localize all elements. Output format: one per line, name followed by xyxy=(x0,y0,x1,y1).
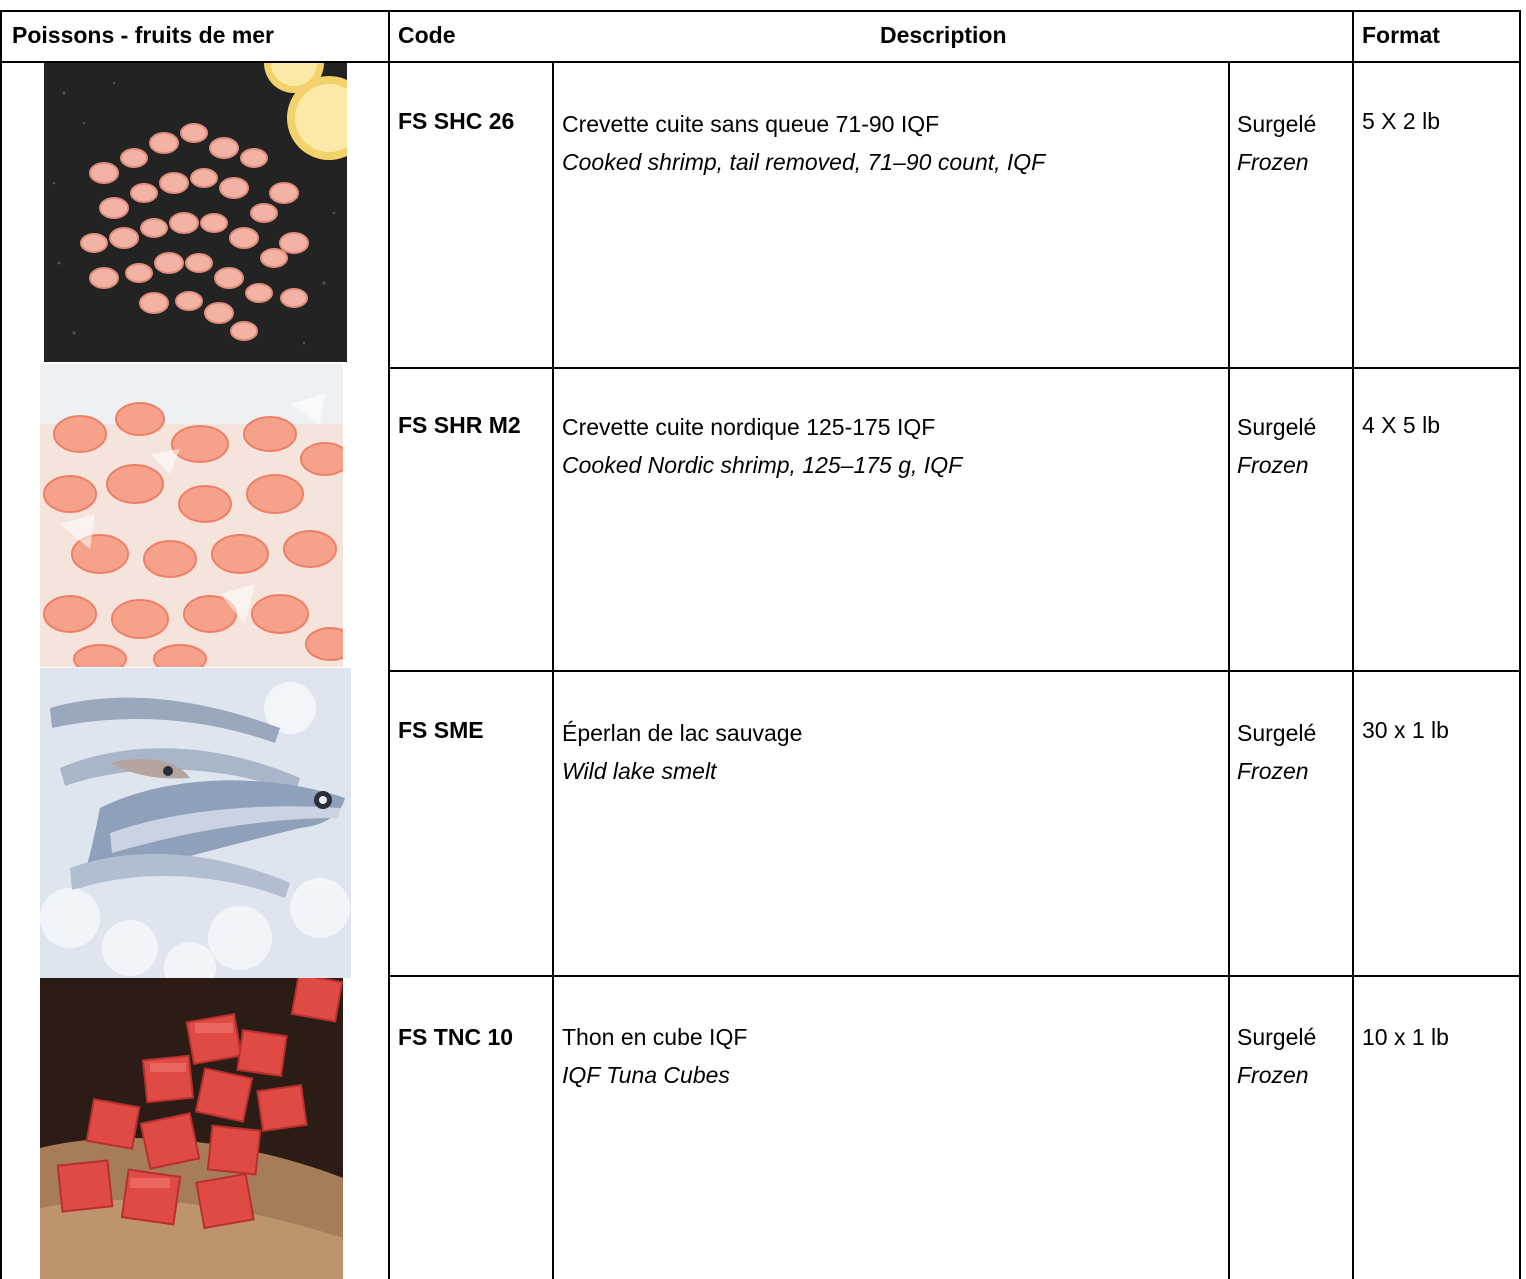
product-code: FS TNC 10 xyxy=(398,1024,514,1050)
description-fr: Thon en cube IQF xyxy=(562,1024,748,1050)
column-divider xyxy=(552,61,554,1279)
description-en: IQF Tuna Cubes xyxy=(562,1062,730,1088)
nordic-shrimp-on-ice-photo xyxy=(40,364,343,667)
description-en: Wild lake smelt xyxy=(562,758,717,784)
format-value: 4 X 5 lb xyxy=(1362,412,1440,438)
storage-en: Frozen xyxy=(1237,1062,1309,1088)
header-format: Format xyxy=(1362,22,1440,48)
storage-fr: Surgelé xyxy=(1237,111,1317,137)
column-divider xyxy=(1352,10,1354,1279)
product-code: FS SHR M2 xyxy=(398,412,521,438)
description-en: Cooked Nordic shrimp, 125–175 g, IQF xyxy=(562,452,963,478)
header-category: Poissons - fruits de mer xyxy=(12,22,275,48)
format-value: 30 x 1 lb xyxy=(1362,717,1449,743)
storage-fr: Surgelé xyxy=(1237,414,1317,440)
header-code: Code xyxy=(398,22,456,48)
storage-fr: Surgelé xyxy=(1237,720,1317,746)
header-description: Description xyxy=(880,22,1007,48)
storage-fr: Surgelé xyxy=(1237,1024,1317,1050)
product-code: FS SHC 26 xyxy=(398,108,515,134)
column-divider xyxy=(1228,61,1230,1279)
storage-en: Frozen xyxy=(1237,758,1309,784)
description-fr: Crevette cuite sans queue 71-90 IQF xyxy=(562,111,940,137)
table-border-left xyxy=(0,10,2,1279)
description-fr: Crevette cuite nordique 125-175 IQF xyxy=(562,414,936,440)
storage-en: Frozen xyxy=(1237,452,1309,478)
description-fr: Éperlan de lac sauvage xyxy=(562,720,803,746)
table-border-top xyxy=(0,10,1521,12)
smelt-on-ice-photo xyxy=(40,668,351,978)
format-value: 5 X 2 lb xyxy=(1362,108,1440,134)
table-border-right xyxy=(1519,10,1521,1279)
storage-en: Frozen xyxy=(1237,149,1309,175)
tuna-cubes-photo xyxy=(40,978,343,1279)
description-en: Cooked shrimp, tail removed, 71–90 count, IQF xyxy=(562,149,1046,175)
format-value: 10 x 1 lb xyxy=(1362,1024,1449,1050)
product-code: FS SME xyxy=(398,717,484,743)
cooked-shrimp-with-lemon-photo xyxy=(44,63,347,362)
column-divider xyxy=(388,10,390,1279)
